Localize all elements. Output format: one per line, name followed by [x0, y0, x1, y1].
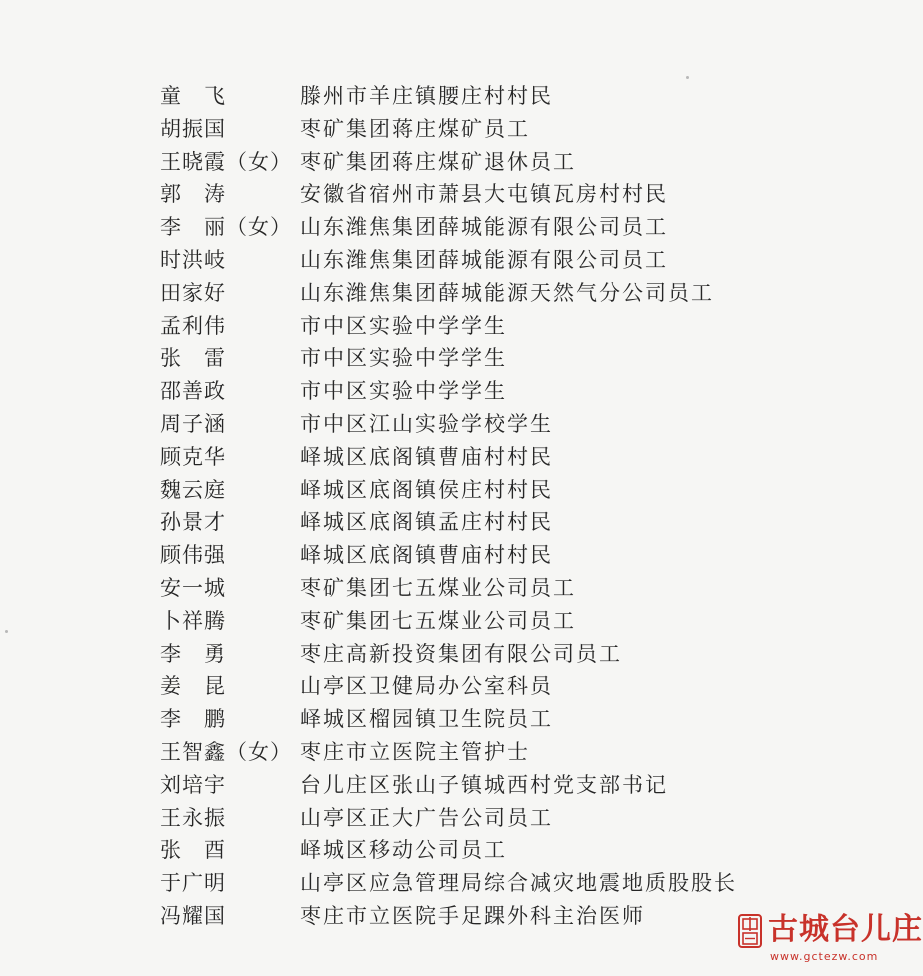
list-item	[160, 211, 780, 244]
person-name: 于广明	[160, 871, 226, 896]
list-item	[160, 703, 780, 736]
person-name: 孟利伟	[160, 313, 226, 338]
person-name: 王智鑫（女）	[160, 739, 292, 764]
watermark-url: www.gctezw.com	[770, 950, 879, 963]
list-item	[160, 310, 780, 343]
person-name: 冯耀国	[160, 903, 226, 928]
person-affiliation: 枣庄市立医院手足踝外科主治医师	[300, 903, 645, 928]
list-item	[160, 802, 780, 835]
list-item	[160, 277, 780, 310]
person-affiliation: 枣矿集团蒋庄煤矿退休员工	[300, 149, 576, 174]
site-watermark	[738, 910, 923, 966]
list-item	[160, 572, 780, 605]
list-item	[160, 638, 780, 671]
person-affiliation: 安徽省宿州市萧县大屯镇瓦房村村民	[300, 182, 668, 207]
list-item	[160, 605, 780, 638]
list-item	[160, 178, 780, 211]
list-item	[160, 146, 780, 179]
person-affiliation: 峄城区底阁镇侯庄村村民	[300, 477, 553, 502]
person-name: 卜祥腾	[160, 608, 226, 633]
person-affiliation: 山亭区正大广告公司员工	[300, 805, 553, 830]
person-name: 张 雷	[160, 346, 226, 371]
person-name: 王晓霞（女）	[160, 149, 292, 174]
person-affiliation: 峄城区榴园镇卫生院员工	[300, 707, 553, 732]
list-item	[160, 769, 780, 802]
person-affiliation: 山亭区卫健局办公室科员	[300, 674, 553, 699]
person-affiliation: 山亭区应急管理局综合减灾地震地质股股长	[300, 871, 737, 896]
person-affiliation: 市中区实验中学学生	[300, 346, 507, 371]
list-item	[160, 539, 780, 572]
person-name: 周子涵	[160, 411, 226, 436]
list-item	[160, 474, 780, 507]
person-name: 童 飞	[160, 84, 226, 108]
list-item	[160, 900, 780, 933]
list-item	[160, 342, 780, 375]
person-affiliation: 枣矿集团七五煤业公司员工	[300, 575, 576, 600]
person-affiliation: 峄城区移动公司员工	[300, 838, 507, 863]
person-name: 邵善政	[160, 379, 226, 404]
person-affiliation: 枣庄市立医院主管护士	[300, 739, 530, 764]
list-item	[160, 113, 780, 146]
list-item	[160, 736, 780, 769]
person-name: 顾伟强	[160, 543, 226, 568]
person-affiliation: 枣矿集团蒋庄煤矿员工	[300, 116, 530, 141]
scan-speck	[5, 630, 8, 633]
person-affiliation: 枣矿集团七五煤业公司员工	[300, 608, 576, 633]
list-item	[160, 670, 780, 703]
person-affiliation: 山东潍焦集团薛城能源天然气分公司员工	[300, 280, 714, 305]
person-name: 刘培宇	[160, 772, 226, 797]
person-affiliation: 峄城区底阁镇孟庄村村民	[300, 510, 553, 535]
person-name: 安一城	[160, 575, 226, 600]
list-item	[160, 375, 780, 408]
person-name: 李 丽（女）	[160, 215, 292, 240]
person-affiliation: 枣庄高新投资集团有限公司员工	[300, 641, 622, 666]
person-affiliation: 山东潍焦集团薛城能源有限公司员工	[300, 247, 668, 272]
seal-icon	[738, 914, 762, 948]
person-affiliation: 滕州市羊庄镇腰庄村村民	[300, 84, 553, 108]
person-name: 孙景才	[160, 510, 226, 535]
list-item	[160, 834, 780, 867]
person-affiliation: 峄城区底阁镇曹庙村村民	[300, 444, 553, 469]
person-name: 郭 涛	[160, 182, 226, 207]
person-affiliation: 市中区江山实验学校学生	[300, 411, 553, 436]
scan-speck	[686, 76, 689, 79]
list-item	[160, 244, 780, 277]
person-name: 张 酉	[160, 838, 226, 863]
person-name: 时洪岐	[160, 247, 226, 272]
person-name: 田家好	[160, 280, 226, 305]
person-affiliation: 山东潍焦集团薛城能源有限公司员工	[300, 215, 668, 240]
person-affiliation: 市中区实验中学学生	[300, 379, 507, 404]
person-name: 姜 昆	[160, 674, 226, 699]
list-item	[160, 441, 780, 474]
person-affiliation: 峄城区底阁镇曹庙村村民	[300, 543, 553, 568]
list-item	[160, 80, 780, 113]
list-item	[160, 867, 780, 900]
person-affiliation: 台儿庄区张山子镇城西村党支部书记	[300, 772, 668, 797]
list-item	[160, 506, 780, 539]
person-name: 李 勇	[160, 641, 226, 666]
person-affiliation: 市中区实验中学学生	[300, 313, 507, 338]
watermark-title: 古城台儿庄	[768, 912, 923, 947]
person-name: 李 鹏	[160, 707, 226, 732]
person-name: 顾克华	[160, 444, 226, 469]
list-item	[160, 408, 780, 441]
people-list	[160, 80, 780, 933]
person-name: 胡振国	[160, 116, 226, 141]
person-name: 魏云庭	[160, 477, 226, 502]
person-name: 王永振	[160, 805, 226, 830]
